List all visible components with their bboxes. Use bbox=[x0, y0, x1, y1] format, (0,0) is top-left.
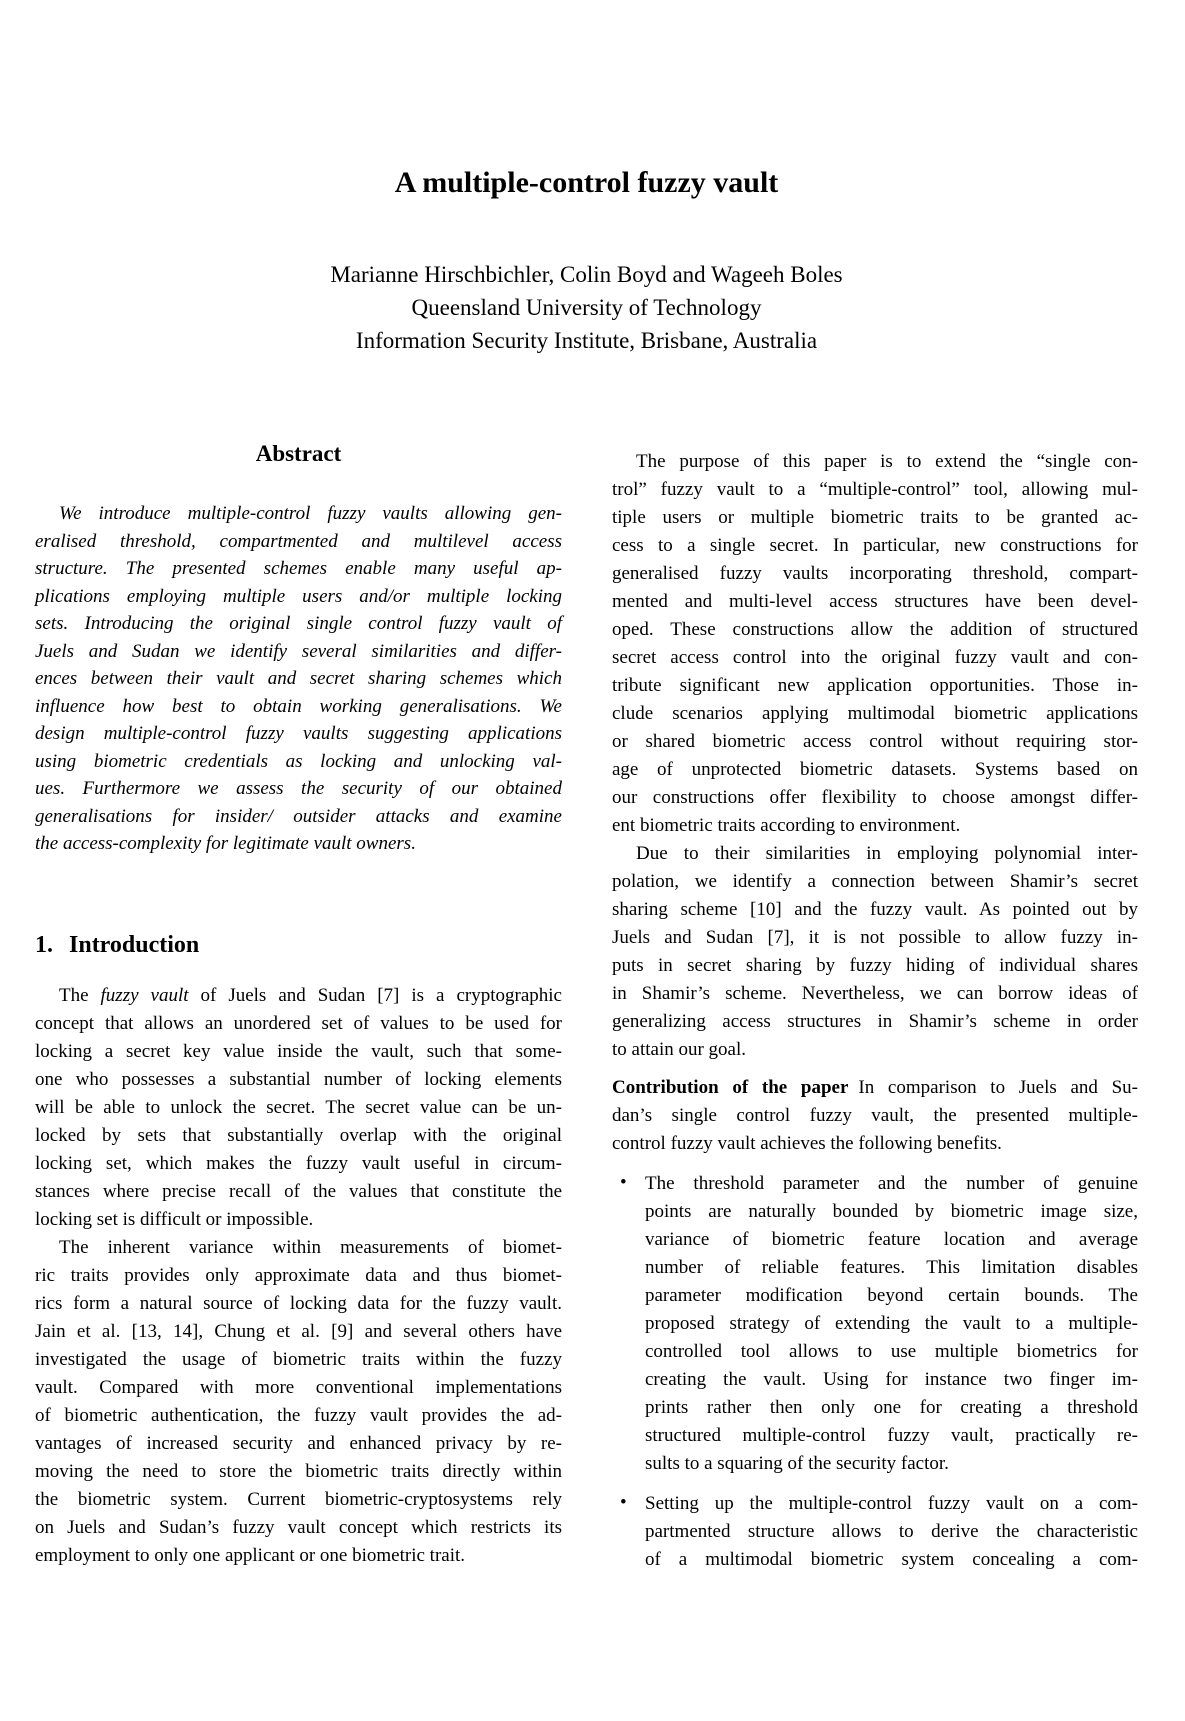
benefit-bullet-2 bbox=[612, 1490, 1138, 1574]
text-line: oped. These constructions allow the addition of structured bbox=[612, 619, 1138, 640]
text-line: or shared biometric access control without requiring stor- bbox=[612, 731, 1138, 752]
text-line: of biometric authentication, the fuzzy vault provides the ad- bbox=[35, 1404, 562, 1426]
text-line: proposed strategy of extending the vault to a multiple- bbox=[645, 1313, 1138, 1334]
left-column bbox=[35, 440, 562, 1570]
paper-title: A multiple-control fuzzy vault bbox=[394, 166, 779, 199]
text-line: stances where precise recall of the values that constitute the bbox=[35, 1180, 562, 1202]
text-line: age of unprotected biometric datasets. Systems based on bbox=[612, 759, 1138, 780]
text-line: creating the vault. Using for instance two finger im- bbox=[645, 1369, 1138, 1390]
text-line: Due to their similarities in employing polynomial inter- bbox=[636, 843, 1138, 864]
text-line: our constructions offer flexibility to choose amongst differ- bbox=[612, 787, 1138, 808]
text-line: variance of biometric feature location and average bbox=[645, 1229, 1138, 1250]
text-line: clude scenarios applying multimodal biometric applications bbox=[612, 703, 1138, 724]
intro-paragraph-1 bbox=[35, 982, 562, 1234]
text-line: The inherent variance within measurements of biomet- bbox=[59, 1236, 562, 1258]
text-line: The purpose of this paper is to extend the “single con- bbox=[636, 451, 1138, 472]
text-line: control fuzzy vault achieves the following benefits. bbox=[612, 1133, 1002, 1154]
abstract-text bbox=[35, 500, 562, 858]
author-block bbox=[35, 258, 1138, 357]
text-line: to attain our goal. bbox=[612, 1039, 747, 1060]
similarities-paragraph bbox=[612, 840, 1138, 1064]
text-line: The fuzzy vault of Juels and Sudan [7] is a cryptographic bbox=[59, 984, 562, 1006]
text-line: structured multiple-control fuzzy vault, practically re- bbox=[645, 1425, 1138, 1446]
text-line: secret access control into the original fuzzy vault and con- bbox=[612, 647, 1138, 668]
text-line: locked by sets that substantially overlap with the original bbox=[35, 1124, 562, 1146]
section-number: 1. bbox=[35, 931, 53, 958]
text-line: polation, we identify a connection between Shamir’s secret bbox=[612, 871, 1138, 892]
text-line: design multiple-control fuzzy vaults suggesting applications bbox=[35, 723, 562, 744]
text-line: locking set, which makes the fuzzy vault useful in circum- bbox=[35, 1152, 562, 1174]
text-line: the access-complexity for legitimate vault owners. bbox=[35, 833, 416, 854]
benefit-bullet-1-text bbox=[645, 1170, 1138, 1478]
text-line: employment to only one applicant or one biometric trait. bbox=[35, 1544, 466, 1566]
text-line: trol” fuzzy vault to a “multiple-control” tool, allowing mul- bbox=[612, 479, 1138, 500]
text-line: Contribution of the paper In comparison to Juels and Su- bbox=[612, 1077, 1138, 1098]
text-line: will be able to unlock the secret. The secret value can be un- bbox=[35, 1096, 562, 1118]
text-line: generalizing access structures in Shamir’s scheme in order bbox=[612, 1011, 1138, 1032]
text-line: sharing scheme [10] and the fuzzy vault. As pointed out by bbox=[612, 899, 1138, 920]
section-heading-introduction bbox=[35, 930, 562, 960]
bullet-icon: • bbox=[620, 1492, 627, 1513]
text-line: partmented structure allows to derive the characteristic bbox=[645, 1521, 1138, 1542]
section-title: Introduction bbox=[69, 931, 200, 958]
text-line: one who possesses a substantial number of locking elements bbox=[35, 1068, 562, 1090]
text-line: structure. The presented schemes enable many useful ap- bbox=[35, 558, 562, 579]
benefit-bullet-1 bbox=[612, 1170, 1138, 1478]
text-line: influence how best to obtain working generalisations. We bbox=[35, 695, 562, 717]
text-line: locking set is difficult or impossible. bbox=[35, 1208, 314, 1230]
text-line: Juels and Sudan we identify several similarities and differ- bbox=[35, 640, 562, 662]
text-line: the biometric system. Current biometric-cryptosystems rely bbox=[35, 1488, 562, 1510]
text-line: rics form a natural source of locking data for the fuzzy vault. bbox=[35, 1292, 562, 1314]
bullet-icon: • bbox=[620, 1172, 627, 1193]
text-line: tiple users or multiple biometric traits to be granted ac- bbox=[612, 507, 1138, 528]
text-line: generalisations for insider/ outsider attacks and examine bbox=[35, 805, 562, 827]
text-line: moving the need to store the biometric traits directly within bbox=[35, 1460, 562, 1482]
text-line: dan’s single control fuzzy vault, the presented multiple- bbox=[612, 1105, 1138, 1126]
text-line: parameter modification beyond certain bounds. The bbox=[645, 1285, 1138, 1306]
text-line: number of reliable features. This limitation disables bbox=[645, 1257, 1138, 1278]
text-line: in Shamir’s scheme. Nevertheless, we can borrow ideas of bbox=[612, 983, 1138, 1004]
text-line: investigated the usage of biometric traits within the fuzzy bbox=[35, 1348, 562, 1370]
text-line: We introduce multiple-control fuzzy vaults allowing gen- bbox=[59, 503, 562, 524]
text-line: using biometric credentials as locking and unlocking val- bbox=[35, 750, 562, 772]
text-line: sets. Introducing the original single control fuzzy vault of bbox=[35, 613, 562, 634]
text-line: cess to a single secret. In particular, new constructions for bbox=[612, 535, 1138, 556]
text-line: of a multimodal biometric system concealing a com- bbox=[645, 1549, 1138, 1570]
authors-affiliation: Queensland University of Technology bbox=[411, 295, 762, 320]
text-line: plications employing multiple users and/or multiple locking bbox=[35, 585, 562, 607]
text-line: ric traits provides only approximate data and thus biomet- bbox=[35, 1264, 562, 1286]
purpose-paragraph bbox=[612, 448, 1138, 840]
text-line: Setting up the multiple-control fuzzy vault on a com- bbox=[645, 1493, 1138, 1514]
intro-paragraph-2 bbox=[35, 1234, 562, 1570]
authors-names: Marianne Hirschbichler, Colin Boyd and Wageeh Boles bbox=[330, 262, 843, 287]
text-line: ent biometric traits according to environment. bbox=[612, 815, 961, 836]
text-line: generalised fuzzy vaults incorporating threshold, compart- bbox=[612, 563, 1138, 584]
text-line: controlled tool allows to use multiple biometrics for bbox=[645, 1341, 1138, 1362]
text-line: sults to a squaring of the security factor. bbox=[645, 1453, 949, 1474]
benefit-bullet-2-text bbox=[645, 1490, 1138, 1574]
text-line: ences between their vault and secret sharing schemes which bbox=[35, 668, 562, 689]
text-line: prints rather then only one for creating a threshold bbox=[645, 1397, 1138, 1418]
contribution-paragraph bbox=[612, 1074, 1138, 1158]
text-line: The threshold parameter and the number of genuine bbox=[645, 1173, 1138, 1194]
text-line: ues. Furthermore we assess the security of our obtained bbox=[35, 778, 562, 799]
authors-institute: Information Security Institute, Brisbane, Australia bbox=[355, 328, 818, 353]
text-line: mented and multi-level access structures have been devel- bbox=[612, 591, 1138, 612]
text-line: eralised threshold, compartmented and multilevel access bbox=[35, 530, 562, 552]
text-line: Jain et al. [13, 14], Chung et al. [9] and several others have bbox=[35, 1320, 562, 1342]
text-line: Juels and Sudan [7], it is not possible to allow fuzzy in- bbox=[612, 927, 1138, 948]
text-line: tribute significant new application opportunities. Those in- bbox=[612, 675, 1138, 696]
text-line: on Juels and Sudan’s fuzzy vault concept which restricts its bbox=[35, 1516, 562, 1538]
text-line: vault. Compared with more conventional implementations bbox=[35, 1376, 562, 1398]
text-line: points are naturally bounded by biometric image size, bbox=[645, 1201, 1138, 1222]
text-line: locking a secret key value inside the vault, such that some- bbox=[35, 1040, 562, 1062]
text-line: vantages of increased security and enhanced privacy by re- bbox=[35, 1432, 562, 1454]
right-column bbox=[612, 448, 1138, 1574]
abstract-heading: Abstract bbox=[255, 441, 342, 466]
text-line: concept that allows an unordered set of values to be used for bbox=[35, 1012, 562, 1034]
text-line: puts in secret sharing by fuzzy hiding of individual shares bbox=[612, 955, 1138, 976]
